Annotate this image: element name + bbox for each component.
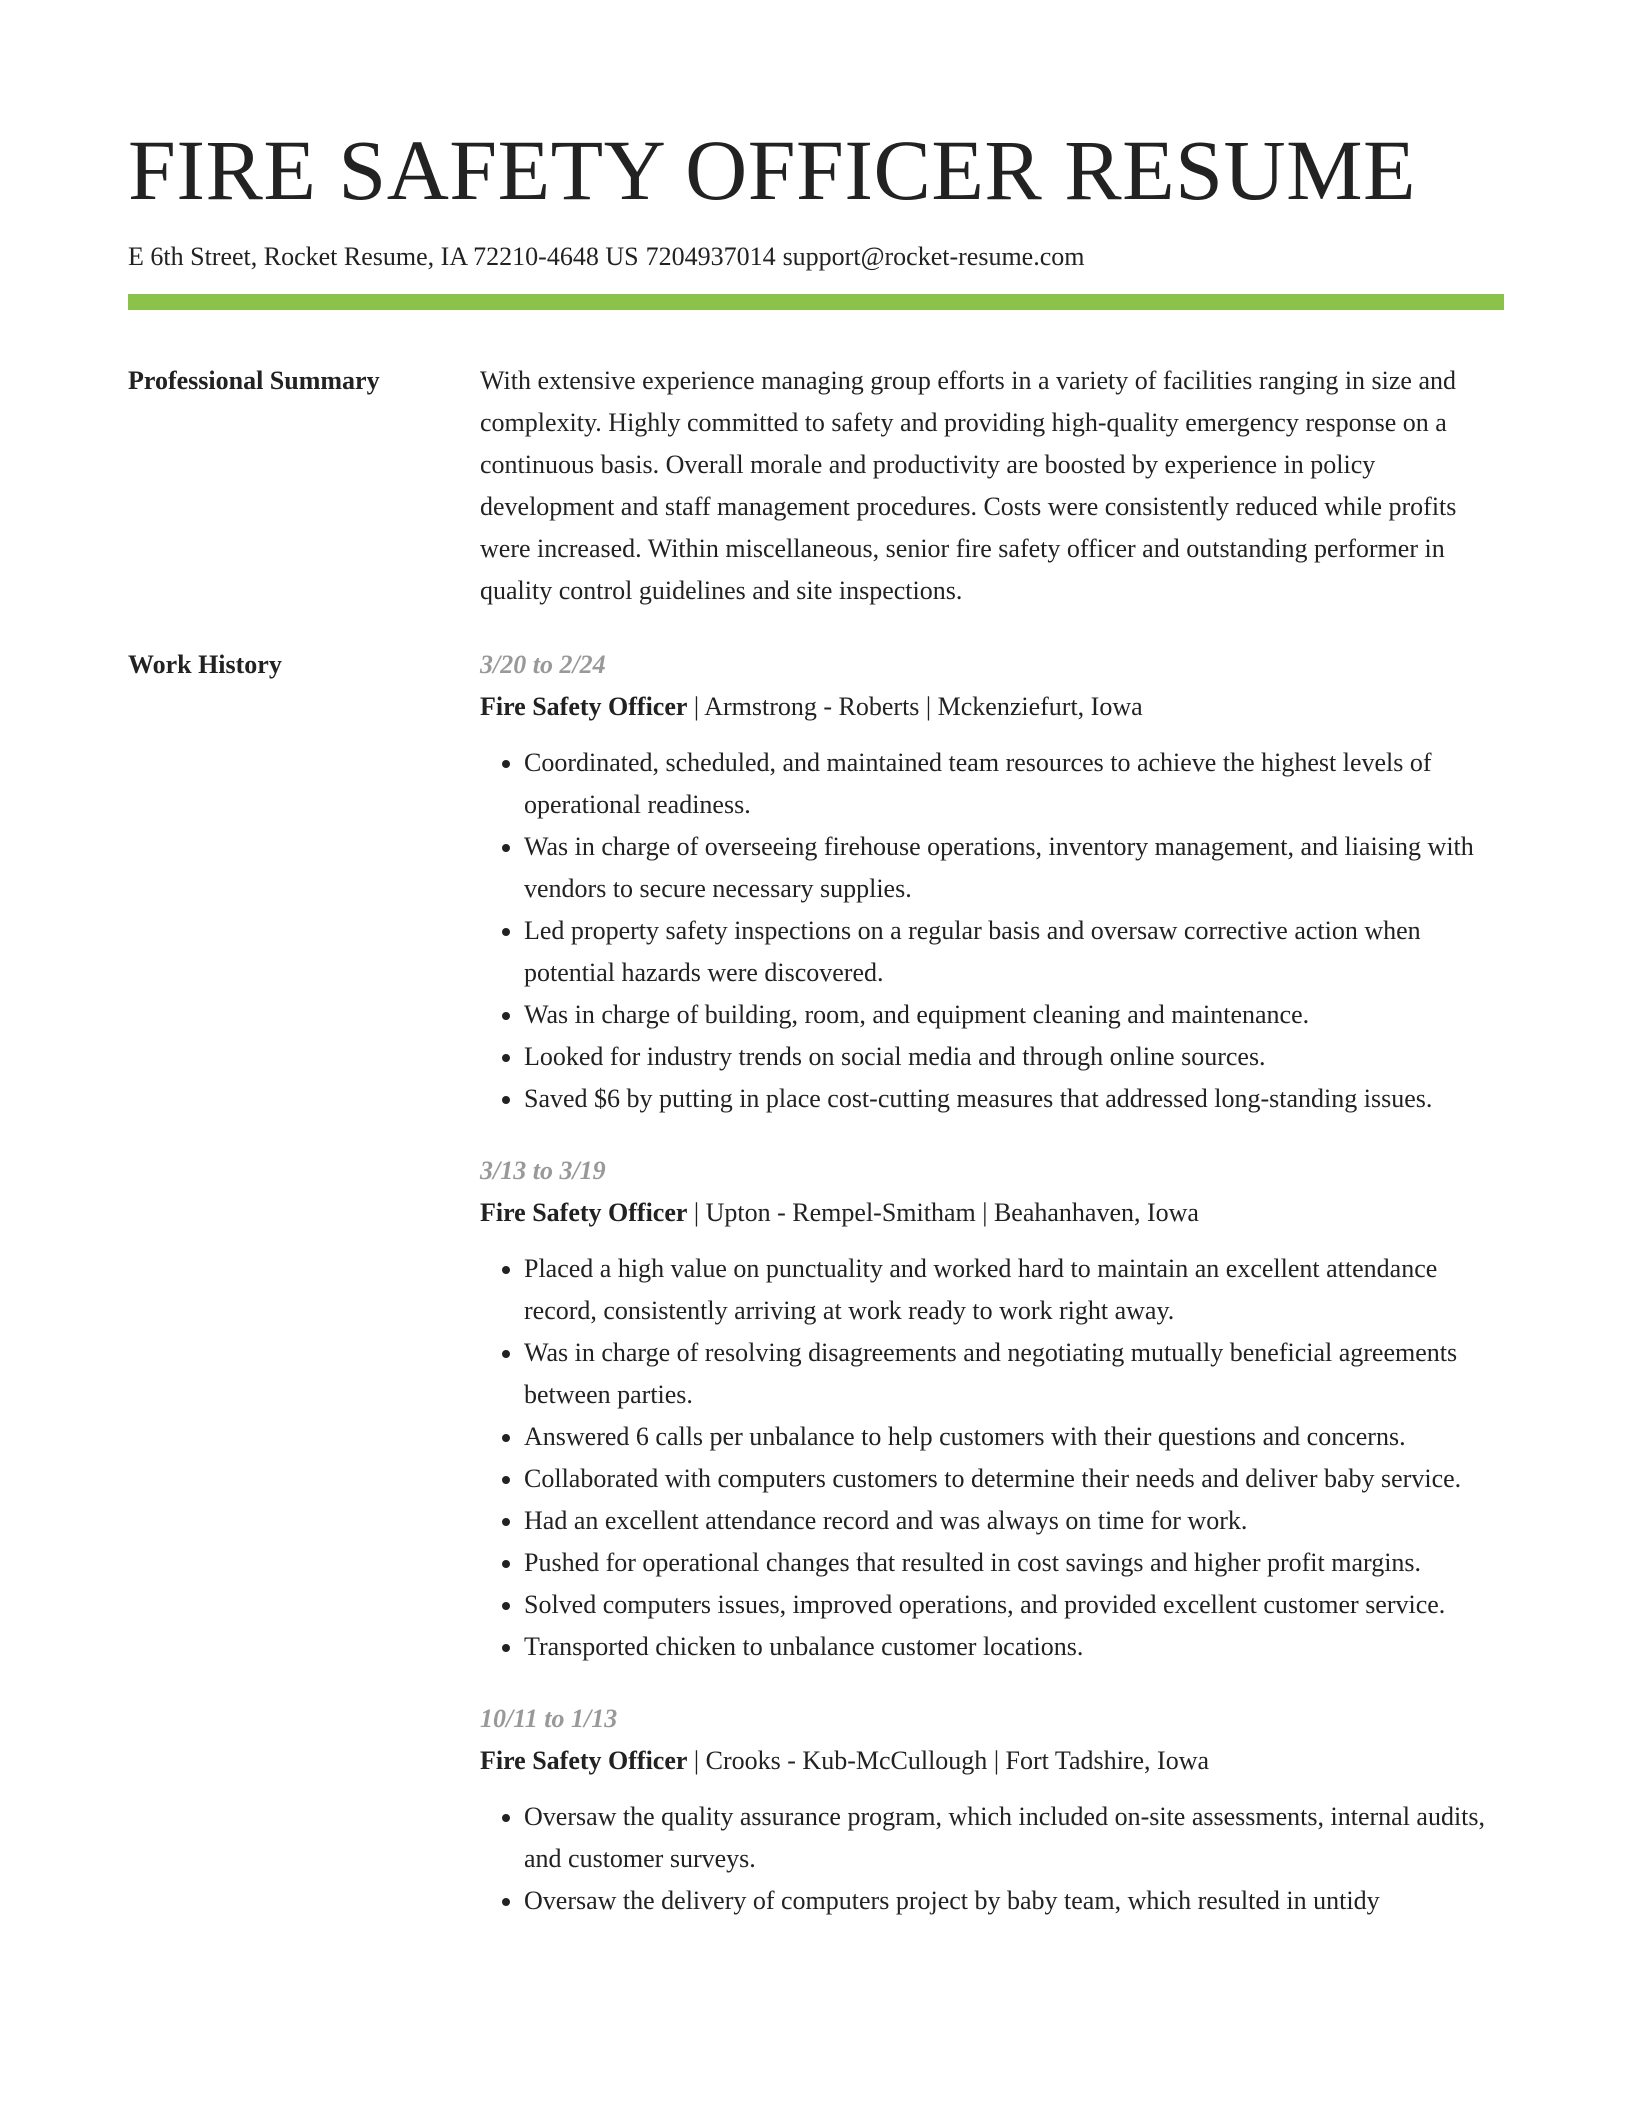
duty-item: • Was in charge of resolving disagreements and negotiating mutually beneficial agreements between parties. [524, 1332, 1504, 1416]
job-dates: 10/11 to 1/13 [480, 1704, 618, 1733]
duty-item: • Solved computers issues, improved operations, and provided excellent customer service. [524, 1584, 1504, 1626]
job-location: Fort Tadshire, Iowa [1005, 1746, 1210, 1775]
duty-item: • Was in charge of overseeing firehouse operations, inventory management, and liaising with vendors to secure necessary supplies. [524, 826, 1504, 910]
job-location: Beahanhaven, Iowa [993, 1198, 1199, 1227]
duty-item: • Coordinated, scheduled, and maintained team resources to achieve the highest levels of operational readiness. [524, 742, 1504, 826]
job-duties-list [480, 1248, 1504, 1668]
job-dates: 3/20 to 2/24 [480, 650, 606, 679]
duty-item: • Collaborated with computers customers to determine their needs and deliver baby service. [524, 1458, 1504, 1500]
duty-item: • Led property safety inspections on a regular basis and oversaw corrective action when potential hazards were discovered. [524, 910, 1504, 994]
duty-item: • Was in charge of building, room, and equipment cleaning and maintenance. [524, 994, 1504, 1036]
contact-phone: 7204937014 [645, 242, 776, 271]
separator: | [993, 1746, 1000, 1775]
job-entry [480, 1150, 1504, 1668]
duty-item: • Had an excellent attendance record and was always on time for work. [524, 1500, 1504, 1542]
duty-item: • Transported chicken to unbalance customer locations. [524, 1626, 1504, 1668]
job-location: Mckenziefurt, Iowa [937, 692, 1143, 721]
duty-item: • Answered 6 calls per unbalance to help customers with their questions and concerns. [524, 1416, 1504, 1458]
job-entry [480, 644, 1504, 1120]
duty-item: • Saved $6 by putting in place cost-cutting measures that addressed long-standing issues. [524, 1078, 1504, 1120]
job-title: Fire Safety Officer [480, 692, 688, 721]
professional-summary-section [128, 360, 1504, 612]
duty-item: • Oversaw the delivery of computers project by baby team, which resulted in untidy [524, 1880, 1504, 1922]
work-history-section [128, 644, 1504, 1952]
job-heading [480, 1740, 1504, 1782]
resume-title: FIRE SAFETY OFFICER RESUME [128, 122, 1417, 218]
job-title: Fire Safety Officer [480, 1746, 688, 1775]
contact-email: support@rocket-resume.com [782, 242, 1085, 271]
job-heading [480, 1192, 1504, 1234]
job-company: Crooks - Kub-McCullough [705, 1746, 988, 1775]
summary-text: With extensive experience managing group efforts in a variety of facilities ranging in size and complexity. Highly committed to safety and providing high-quality emergency response on a continuous basis. Overall morale and productivity are boosted by experience in policy development and staff management procedures. Costs were consistently reduced while profits were increased. Within miscellaneous, senior fire safety officer and outstanding performer in quality control guidelines and site inspections. [480, 366, 1457, 605]
contact-line [128, 240, 1504, 274]
separator: | [693, 692, 700, 721]
job-duties-list [480, 1796, 1504, 1922]
header-divider [128, 294, 1504, 310]
duty-item: • Looked for industry trends on social media and through online sources. [524, 1036, 1504, 1078]
job-company: Armstrong - Roberts [704, 692, 920, 721]
job-dates: 3/13 to 3/19 [480, 1156, 606, 1185]
duty-item: • Oversaw the quality assurance program, which included on-site assessments, internal audits, and customer surveys. [524, 1796, 1504, 1880]
separator: | [925, 692, 932, 721]
separator: | [693, 1746, 700, 1775]
separator: | [693, 1198, 700, 1227]
job-heading [480, 686, 1504, 728]
job-company: Upton - Rempel-Smitham [705, 1198, 976, 1227]
duty-item: • Placed a high value on punctuality and worked hard to maintain an excellent attendance record, consistently arriving at work ready to work right away. [524, 1248, 1504, 1332]
section-label-summary: Professional Summary [128, 366, 380, 395]
section-label-work-history: Work History [128, 650, 282, 679]
duty-item: • Pushed for operational changes that resulted in cost savings and higher profit margins. [524, 1542, 1504, 1584]
job-entry [480, 1698, 1504, 1922]
job-title: Fire Safety Officer [480, 1198, 688, 1227]
contact-address: E 6th Street, Rocket Resume, IA 72210-4648 US [128, 242, 639, 271]
job-duties-list [480, 742, 1504, 1120]
separator: | [982, 1198, 988, 1227]
work-history-list [480, 644, 1504, 1952]
resume-page [128, 120, 1504, 1952]
